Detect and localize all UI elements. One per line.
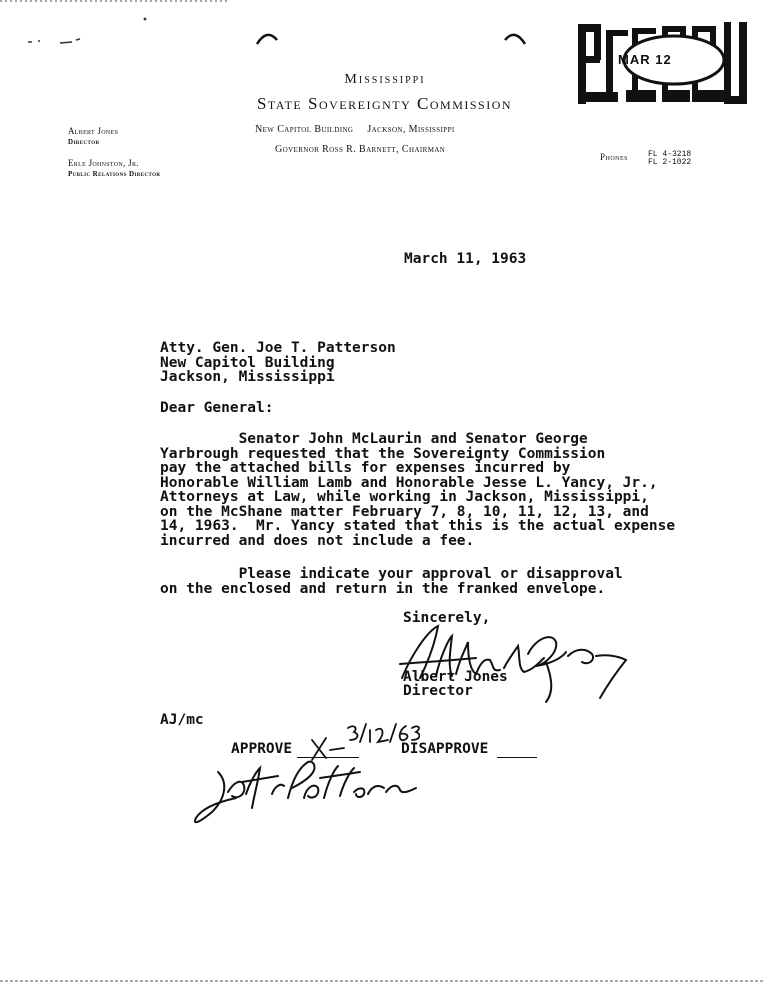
letterhead-director-block	[68, 126, 118, 148]
albert-jones-signature	[396, 618, 636, 708]
letterhead-commission: State Sovereignty Commission	[256, 94, 513, 113]
letterhead-phone-2: FL 2-1022	[648, 158, 692, 167]
body-line: Honorable William Lamb and Honorable Jesse L. Yancy, Jr.,	[160, 474, 658, 491]
body-paragraph-2	[160, 567, 623, 596]
letterhead-state: Mississippi	[344, 72, 426, 87]
letter-date: March 11, 1963	[404, 251, 527, 267]
body-line: on the enclosed and return in the franked envelope.	[160, 580, 606, 597]
joe-t-patterson-signature	[188, 752, 424, 832]
signer-name: Albert Jones	[403, 669, 508, 685]
disapprove-line	[497, 757, 537, 758]
body-line: on the McShane matter February 7, 8, 10, 11, 12, 13, and	[160, 503, 649, 520]
letterhead-pr-name: Erle Johnston, Jr.	[68, 158, 139, 168]
letterhead-city: Jackson, Mississippi	[367, 124, 455, 135]
body-line: Senator John McLaurin and Senator George	[160, 431, 588, 447]
body-paragraph-1	[160, 432, 675, 548]
recipient-line: Atty. Gen. Joe T. Patterson	[160, 340, 396, 356]
body-line: incurred and does not include a fee.	[160, 532, 475, 549]
recipient-block	[160, 341, 396, 385]
stray-dot	[142, 16, 148, 22]
bottom-edge-dots	[0, 980, 763, 982]
letterhead-ornament-right	[503, 32, 527, 46]
letterhead-phone-1: FL 4-3218	[648, 150, 692, 159]
letterhead-director-title: Director	[68, 138, 100, 146]
body-line: pay the attached bills for expenses incurred by	[160, 460, 571, 476]
letterhead-pr-title: Public Relations Director	[68, 170, 161, 178]
stamp-date: MAR 12	[618, 52, 672, 67]
body-line: 14, 1963. Mr. Yancy stated that this is the actual expense	[160, 518, 676, 534]
typist-initials: AJ/mc	[160, 712, 204, 728]
letterhead-building: New Capitol Building	[255, 124, 354, 135]
body-line: Please indicate your approval or disapproval	[160, 566, 623, 582]
approve-label: APPROVE	[231, 741, 293, 757]
salutation: Dear General:	[160, 400, 274, 416]
top-edge-dots	[0, 0, 763, 4]
body-line: Yarbrough requested that the Sovereignty Commission	[160, 445, 606, 462]
letterhead-phone-numbers	[648, 151, 691, 167]
letterhead-ornament-left	[255, 32, 279, 46]
stray-marks	[20, 36, 90, 48]
signer-title: Director	[403, 683, 473, 699]
recipient-line: Jackson, Mississippi	[160, 369, 335, 385]
recipient-line: New Capitol Building	[160, 354, 335, 371]
letterhead-chairman: Governor Ross R. Barnett, Chairman	[275, 144, 446, 155]
disapprove-label: DISAPPROVE	[401, 741, 489, 757]
letterhead-pr-block	[68, 158, 160, 180]
letterhead-director-name: Albert Jones	[68, 126, 119, 136]
letterhead-address	[255, 124, 455, 135]
letterhead-phones-label: Phones	[600, 152, 629, 162]
closing: Sincerely,	[403, 610, 491, 626]
body-line: Attorneys at Law, while working in Jackson, Mississippi,	[160, 489, 649, 505]
